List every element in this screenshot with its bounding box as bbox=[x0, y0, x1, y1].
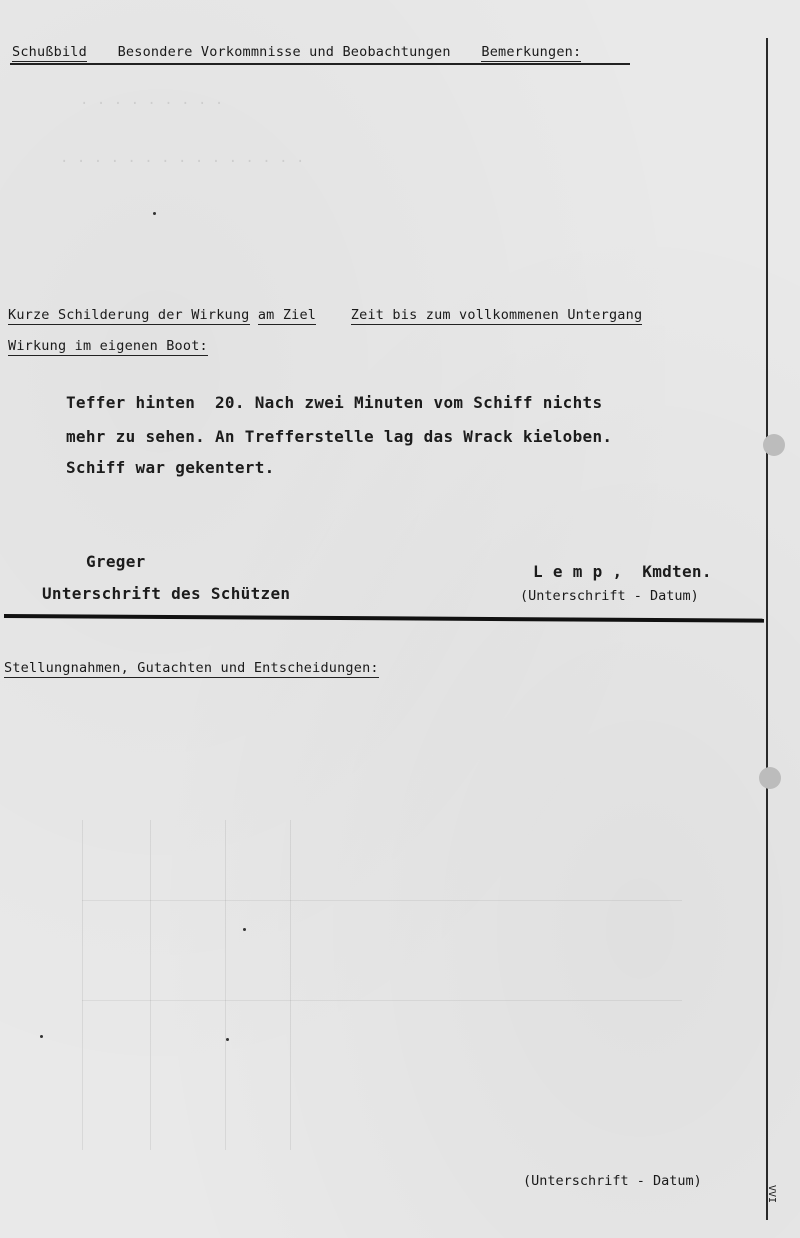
speck bbox=[153, 212, 156, 215]
bleed-through-line bbox=[290, 820, 291, 1150]
commander-caption: (Unterschrift - Datum) bbox=[520, 588, 699, 604]
margin-mark: VVI bbox=[766, 1185, 777, 1204]
stellungnahmen-label: Stellungnahmen, Gutachten und Entscheidungen: bbox=[4, 660, 379, 676]
report-line-1: Teffer hinten 20. Nach zwei Minuten vom Schiff nichts bbox=[66, 393, 603, 412]
stellungnahmen-row bbox=[4, 660, 379, 676]
shooter-caption: Unterschrift des Schützen bbox=[42, 584, 291, 603]
speck bbox=[243, 928, 246, 931]
punch-hole bbox=[763, 434, 785, 456]
stellungnahmen-caption: (Unterschrift - Datum) bbox=[523, 1173, 702, 1189]
besondere-vorkommnisse-label: Besondere Vorkommnisse und Beobachtungen bbox=[117, 44, 451, 60]
shooter-name: Greger bbox=[86, 552, 146, 571]
bleed-through-line bbox=[150, 820, 151, 1150]
header-underline bbox=[10, 63, 630, 65]
am-ziel-label: am Ziel bbox=[257, 307, 317, 323]
wirkung-boot-row bbox=[8, 338, 208, 354]
speck bbox=[40, 1035, 43, 1038]
wirkung-ziel-row bbox=[8, 307, 642, 323]
wirkung-boot-label: Wirkung im eigenen Boot: bbox=[8, 338, 208, 354]
bleed-through-line bbox=[82, 1000, 682, 1001]
bleed-through-line bbox=[225, 820, 226, 1150]
report-line-3: Schiff war gekentert. bbox=[66, 458, 275, 477]
right-margin-rule bbox=[766, 38, 768, 1220]
speck bbox=[226, 1038, 229, 1041]
bleed-through-line bbox=[82, 900, 682, 901]
untergang-label: Zeit bis zum vollkommenen Untergang bbox=[350, 307, 643, 323]
kurze-schilderung-label: Kurze Schilderung der Wirkung bbox=[8, 307, 250, 323]
bleed-through-text: . . . . . . . . . bbox=[80, 92, 224, 108]
punch-hole bbox=[759, 767, 781, 789]
report-line-2: mehr zu sehen. An Trefferstelle lag das Wrack kieloben. bbox=[66, 427, 613, 446]
schussbild-label: Schußbild bbox=[12, 44, 87, 60]
commander-name: L e m p , Kmdten. bbox=[533, 562, 712, 581]
header-row bbox=[12, 44, 581, 60]
bleed-through-text: . . . . . . . . . . . . . . . bbox=[60, 150, 305, 166]
bemerkungen-label: Bemerkungen: bbox=[481, 44, 582, 60]
bleed-through-line bbox=[82, 820, 83, 1150]
section-divider bbox=[4, 614, 764, 623]
